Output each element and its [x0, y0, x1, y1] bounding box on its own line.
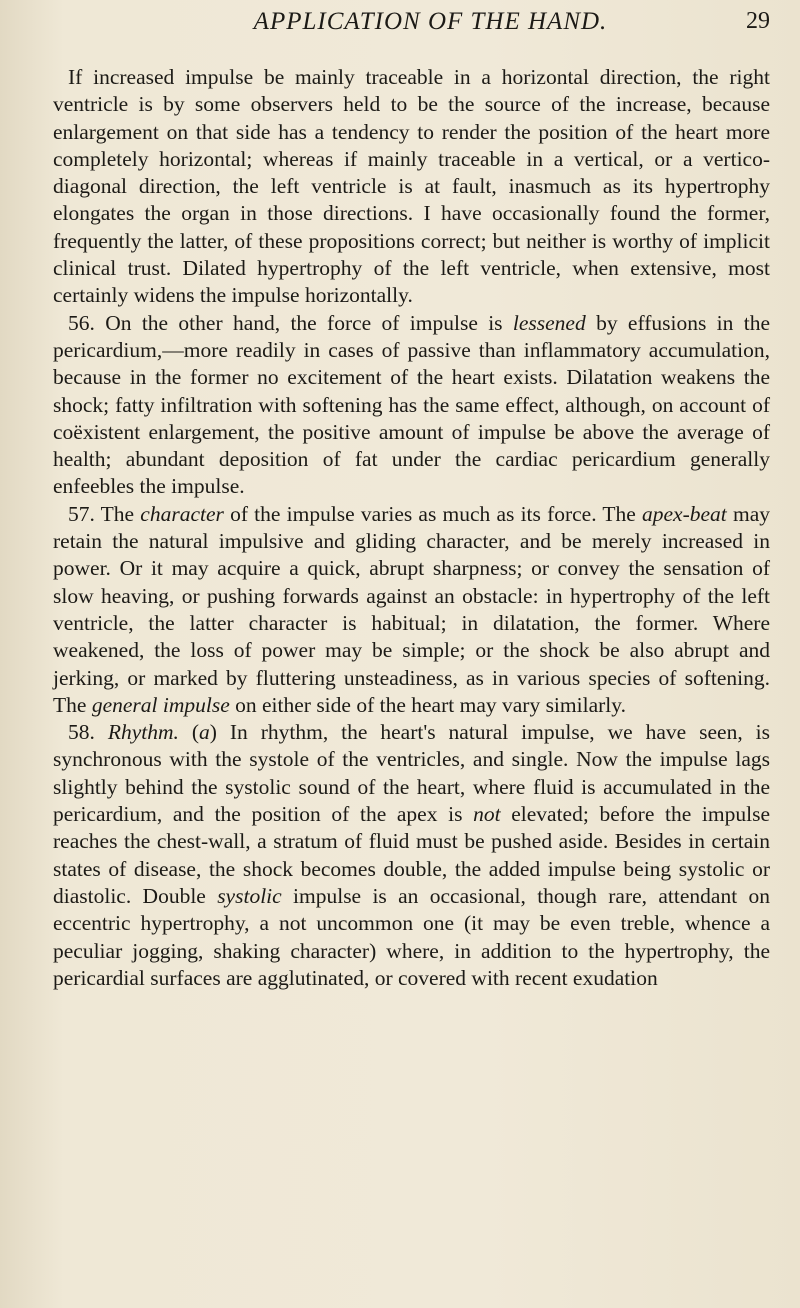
paragraph-text: On the other hand, the force of impulse is — [94, 310, 513, 335]
paragraph-text: impulse is an occasional, though rare, attendant on eccentric hypertrophy, a not uncommon one (it may be even treble, whence a peculiar jogging, shaking character) where, in addition to the hypertrophy, the pericardial surfaces are agglutinated, or covered with recent exudation — [53, 883, 770, 990]
paragraph-58 — [53, 719, 770, 992]
emphasis-text: character — [140, 501, 224, 526]
emphasis-text: apex-beat — [642, 501, 727, 526]
paragraph-text — [95, 720, 108, 744]
paragraph-number: 56. — [68, 310, 95, 335]
paragraph-number: 57. — [68, 501, 95, 526]
body-text — [53, 64, 770, 992]
running-head — [53, 0, 770, 44]
emphasis-text: general impulse — [91, 692, 230, 717]
emphasis-text: systolic — [217, 883, 282, 908]
emphasis-text: lessened — [512, 310, 586, 335]
paragraph-text: on either side of the heart may vary similarly. — [229, 692, 626, 717]
paragraph-text: ( — [178, 720, 199, 745]
paragraph-57 — [53, 501, 770, 719]
emphasis-text: Rhythm. — [107, 720, 179, 745]
paragraph-text: by effusions in the pericardium,—more readily in cases of passive than inflammatory accumulation, because in the former no excitement of the heart exists. Dilatation weakens the shock; fatty infiltration with softening has the same effect, although, on account of coëxistent enlargement, the positive amount of impulse be above the average of health; abundant deposition of fat under the cardiac pericardium generally enfeebles the impulse. — [53, 310, 771, 499]
paragraph-56 — [53, 310, 770, 501]
paragraph-text: may retain the natural impulsive and gliding character, and be merely increased in power. Or it may acquire a quick, abrupt sharpness; or convey the sensation of slow heaving, or pushing forwards against an obstacle: in hypertrophy of the left ventricle, the latter character is habitual; in dilatation, the former. Where weakened, the loss of power may be simple; or the shock be also abrupt and jerking, or marked by fluttering unsteadiness, as in various species of softening. The — [53, 501, 770, 717]
paragraph-text: elevated; before the impulse reaches the chest-wall, a stratum of fluid must be pushed aside. Besides in certain states of disease, the shock becomes double, the added impulse being systolic or diastolic. Double — [53, 802, 770, 908]
paragraph-text: ) In rhythm, the heart's natural impulse, we have seen, is synchronous with the systole of the ventricles, and single. Now the impulse lags slightly behind the systolic sound of the heart, where fluid is accumulated in the pericardium, and the position of the apex is — [53, 720, 770, 827]
running-title: APPLICATION OF THE HAND. — [253, 8, 608, 35]
paragraph-number: 58. — [68, 720, 95, 745]
paragraph-text: The — [94, 501, 141, 526]
emphasis-text: not — [473, 802, 501, 827]
paragraph-text: of the impulse varies as much as its force. The — [223, 501, 643, 526]
page-number: 29 — [746, 8, 770, 34]
emphasis-text: a — [199, 720, 210, 745]
paragraph-intro: If increased impulse be mainly traceable in a horizontal direction, the right ventricle is by some observers held to be the source of the increase, because enlargement on that side has a tendency to render the position of the heart more completely horizontal; whereas if mainly traceable in a vertical, or a vertico-diagonal direction, the left ventricle is at fault, inasmuch as its hypertrophy elongates the organ in those directions. I have occasionally found the former, frequently the latter, of these propositions correct; but neither is worthy of implicit clinical trust. Dilated hypertrophy of the left ventricle, when extensive, most certainly widens the impulse horizontally. — [53, 65, 770, 308]
